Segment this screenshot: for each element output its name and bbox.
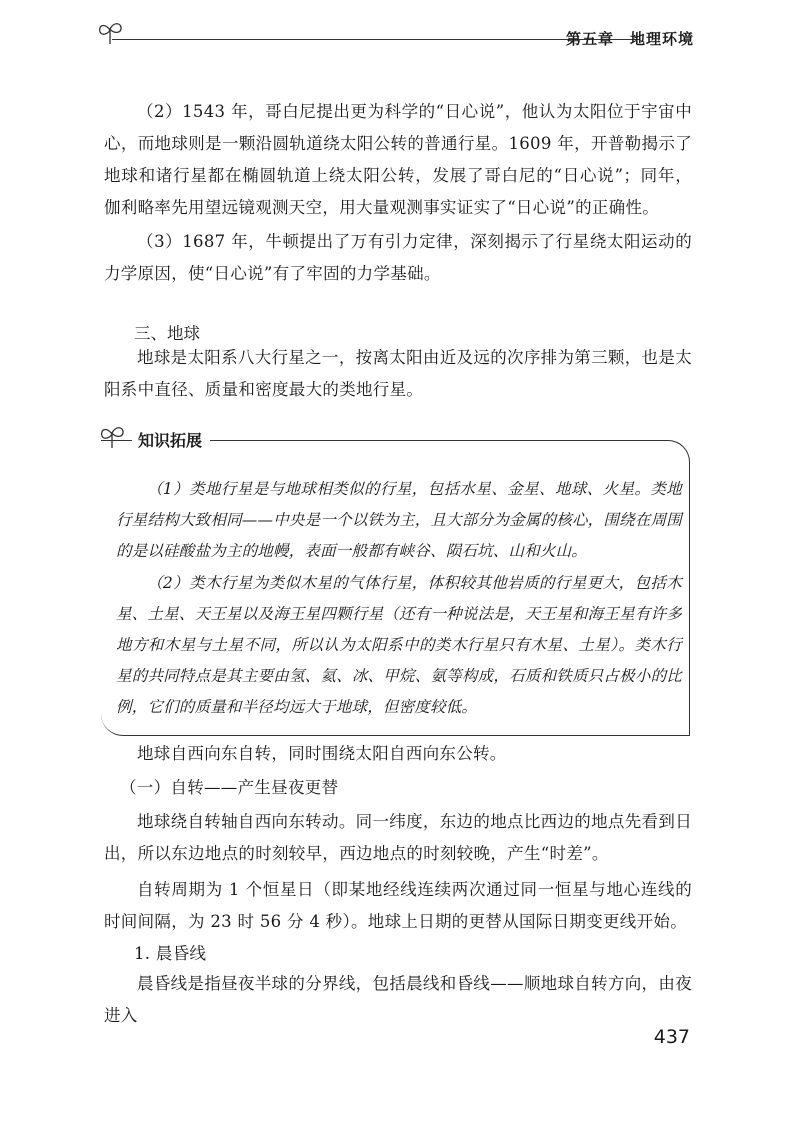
paragraph-terminator: 晨昏线是指昼夜半球的分界线，包括晨线和昏线——顺地球自转方向，由夜进入 (104, 974, 692, 1025)
paragraph-earth-intro: 地球是太阳系八大行星之一，按离太阳由近及远的次序排为第三颗，也是太阳系中直径、质量和密度最大的类地行星。 (104, 348, 692, 399)
knowledge-box-title: 知识拓展 (132, 428, 210, 451)
chapter-number: 第五章 (565, 30, 614, 48)
page-header (96, 18, 700, 58)
sprout-icon (96, 18, 126, 48)
knowledge-item-terrestrial: （1）类地行星是与地球相类似的行星，包括水星、金星、地球、火星。类地行星结构大致相同——中央是一个以铁为主，且大部分为金属的核心，围绕在周围的是以硅酸盐为主的地幔，表面一般都有峡谷、陨石坑、山和火山。 (116, 480, 682, 560)
paragraph-rotation-2: 自转周期为 1 个恒星日（即某地经线连续两次通过同一恒星与地心连线的时间间隔，为 23 时 56 分 4 秒）。地球上日期的更替从国际日期变更线开始。 (104, 880, 692, 931)
knowledge-box-header (98, 418, 698, 458)
subheading-rotation: （一）自转——产生昼夜更替 (120, 778, 339, 797)
sprout-icon (98, 422, 128, 452)
paragraph-rotation-intro: 地球自西向东自转，同时围绕太阳自西向东公转。 (137, 744, 507, 763)
knowledge-item-jovian: （2）类木行星为类似木星的气体行星，体积较其他岩质的行星更大，包括木星、土星、天王星以及海王星四颗行星（还有一种说法是，天王星和海王星有许多地方和木星与土星不同，所以认为太阳系中的类木行星只有木星、土星）。类木行星的共同特点是其主要由氢、氦、冰、甲烷、氨等构成，石质和铁质只占极小的比例，它们的质量和半径均远大于地球，但密度较低。 (116, 574, 682, 716)
section-title-earth: 三、地球 (134, 324, 200, 343)
header-rule (112, 39, 640, 40)
subheading-terminator: 1. 晨昏线 (134, 944, 207, 963)
chapter-title: 地理环境 (629, 30, 694, 48)
chapter-label (566, 28, 694, 49)
paragraph-copernicus: （2）1543 年，哥白尼提出更为科学的“日心说”，他认为太阳位于宇宙中心，而地球则是一颗沿圆轨道绕太阳公转的普通行星。1609 年，开普勒揭示了地球和诸行星都在椭圆轨道上绕太阳公转，发展了哥白尼的“日心说”；同年，伽利略率先用望远镜观测天空，用大量观测事实证实了“日心说”的正确性。 (104, 102, 692, 217)
page-number: 437 (653, 1026, 690, 1048)
paragraph-rotation-1: 地球绕自转轴自西向东转动。同一纬度，东边的地点比西边的地点先看到日出，所以东边地点的时刻较早，西边地点的时刻较晚，产生“时差”。 (104, 812, 692, 863)
paragraph-newton: （3）1687 年，牛顿提出了万有引力定律，深刻揭示了行星绕太阳运动的力学原因，使“日心说”有了牢固的力学基础。 (104, 232, 692, 283)
